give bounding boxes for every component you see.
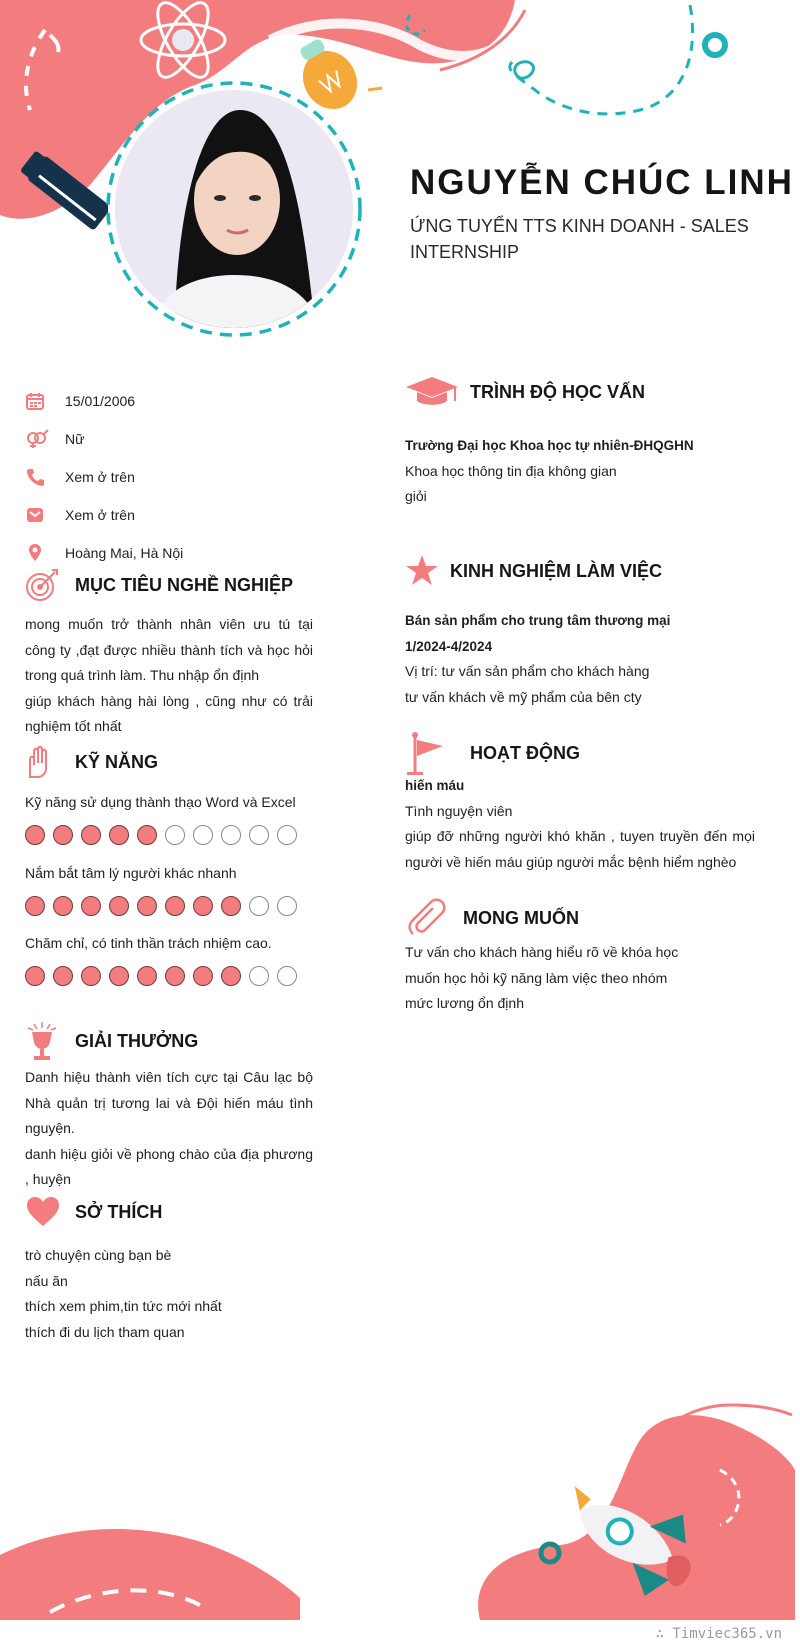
experience-text (405, 608, 755, 710)
calendar-icon (25, 391, 65, 411)
skill-dot-filled (165, 896, 185, 916)
skill-label: Chăm chỉ, có tinh thần trách nhiệm cao. (25, 935, 272, 951)
skill-dot-empty (277, 825, 297, 845)
skill-dot-filled (221, 896, 241, 916)
work-period: 1/2024-4/2024 (405, 638, 493, 654)
activity-description: giúp đỡ những người khó khăn , tuyen truyền đến mọi người về hiến máu giúp người mắc bệnh hiểm nghèo (405, 828, 755, 870)
birthdate: 15/01/2006 (65, 393, 136, 409)
grade: giỏi (405, 488, 427, 504)
experience-header (405, 554, 662, 588)
hobby-item: nấu ăn (25, 1272, 68, 1289)
email: Xem ở trên (65, 507, 135, 523)
skill-dot-filled (193, 966, 213, 986)
wish-item: Tư vấn cho khách hàng hiểu rõ về khóa học (405, 944, 679, 960)
objective-text (25, 612, 313, 740)
awards-header (25, 1020, 198, 1062)
skill-dot-filled (81, 896, 101, 916)
avatar (115, 90, 353, 328)
star-icon (405, 554, 450, 588)
skill-dot-filled (137, 896, 157, 916)
skill-dot-filled (137, 966, 157, 986)
phone: Xem ở trên (65, 469, 135, 485)
heart-icon (25, 1196, 75, 1228)
skill-dot-filled (53, 896, 73, 916)
hobby-item: thích xem phim,tin tức mới nhất (25, 1298, 222, 1314)
skill-dot-filled (25, 966, 45, 986)
skill-rating (25, 825, 297, 845)
address-row (25, 534, 325, 572)
skill-dot-empty (249, 825, 269, 845)
profile-photo-frame (105, 80, 363, 338)
skill-dot-filled (25, 825, 45, 845)
hobby-item: thích đi du lịch tham quan (25, 1323, 185, 1340)
wishes-text (405, 940, 755, 1017)
hobby-item: trò chuyện cùng bạn bè (25, 1247, 172, 1263)
skill-dot-empty (193, 825, 213, 845)
skill-dot-filled (193, 896, 213, 916)
full-name: NGUYỄN CHÚC LINH (410, 163, 794, 202)
award-line: Danh hiệu thành viên tích cực tại Câu lạc bộ Nhà quản trị tương lai và Đội hiến máu tình nguyện. (25, 1069, 313, 1136)
hobbies-title: SỞ THÍCH (75, 1201, 163, 1222)
company: Bán sản phẩm cho trung tâm thương mại (405, 613, 671, 628)
hobbies-text (25, 1243, 313, 1345)
experience-title: KINH NGHIỆM LÀM VIỆC (450, 560, 663, 581)
phone-row (25, 458, 325, 496)
experience-line: Vị trí: tư vấn sản phẩm cho khách hàng (405, 663, 650, 679)
objective-header (25, 568, 293, 602)
skill-dot-empty (249, 896, 269, 916)
wish-item: mức lương ổn định (405, 995, 524, 1011)
skill-dot-filled (109, 896, 129, 916)
skills-title: KỸ NĂNG (75, 751, 159, 772)
skills-header (25, 745, 158, 779)
objective-title: MỤC TIÊU NGHỀ NGHIỆP (75, 574, 294, 595)
watermark: ∴ Timviec365.vn (655, 1626, 782, 1642)
skill-dot-empty (221, 825, 241, 845)
skill-dot-empty (277, 896, 297, 916)
awards-title: GIẢI THƯỞNG (75, 1030, 199, 1051)
skill-dot-filled (53, 825, 73, 845)
skill-dot-filled (109, 825, 129, 845)
hand-icon (25, 745, 75, 779)
skill-dot-empty (277, 966, 297, 986)
wishes-header (405, 898, 579, 938)
gender-row (25, 420, 325, 458)
contact-info (25, 382, 325, 572)
skill-dot-empty (249, 966, 269, 986)
email-row (25, 496, 325, 534)
activity-role: Tình nguyện viên (405, 802, 513, 819)
skill-dot-filled (109, 966, 129, 986)
awards-text (25, 1065, 313, 1193)
email-icon (25, 505, 65, 525)
activities-text (405, 773, 755, 875)
activities-header (405, 730, 580, 776)
objective-line: giúp khách hàng hài lòng , cũng như có trải nghiệm tốt nhất (25, 692, 313, 734)
wish-item: muốn học hỏi kỹ năng làm việc theo nhóm (405, 969, 668, 986)
skill-dot-filled (81, 825, 101, 845)
skill-dot-filled (137, 825, 157, 845)
activities-title: HOẠT ĐỘNG (470, 742, 580, 763)
gender-icon (25, 429, 65, 449)
activity-name: hiến máu (405, 778, 465, 793)
skill-dot-filled (81, 966, 101, 986)
school-name: Trường Đại học Khoa học tự nhiên-ĐHQGHN (405, 438, 694, 453)
experience-line: tư vấn khách về mỹ phẩm của bên cty (405, 688, 642, 705)
phone-icon (25, 467, 65, 487)
job-title: ỨNG TUYỂN TTS KINH DOANH - SALES INTERNSHIP (410, 216, 749, 262)
education-text (405, 433, 755, 510)
target-icon (25, 568, 75, 602)
education-header (405, 375, 645, 409)
skill-dot-filled (53, 966, 73, 986)
skill-label: Nắm bắt tâm lý người khác nhanh (25, 865, 237, 881)
trophy-icon (25, 1020, 75, 1062)
gender: Nữ (65, 431, 85, 447)
address: Hoàng Mai, Hà Nội (65, 545, 184, 561)
flag-icon (405, 730, 470, 776)
skill-dot-filled (25, 896, 45, 916)
skill-dot-empty (165, 825, 185, 845)
education-title: TRÌNH ĐỘ HỌC VẤN (470, 381, 645, 402)
location-pin-icon (25, 543, 65, 563)
graduation-cap-icon (405, 375, 470, 409)
birthdate-row (25, 382, 325, 420)
skill-rating (25, 966, 297, 986)
major: Khoa học thông tin địa không gian (405, 462, 617, 479)
paperclip-icon (405, 898, 463, 938)
objective-line: mong muốn trở thành nhân viên ưu tú tại công ty ,đạt được nhiều thành tích và học hỏi trong quá trình làm. Thu nhập ổn định (25, 616, 313, 683)
skill-label: Kỹ năng sử dụng thành thạo Word và Excel (25, 794, 296, 810)
skill-rating (25, 896, 297, 916)
skill-dot-filled (221, 966, 241, 986)
award-line: danh hiệu giỏi về phong chào của địa phương , huyện (25, 1145, 313, 1187)
wishes-title: MONG MUỐN (463, 907, 579, 928)
skill-dot-filled (165, 966, 185, 986)
hobbies-header (25, 1196, 162, 1228)
